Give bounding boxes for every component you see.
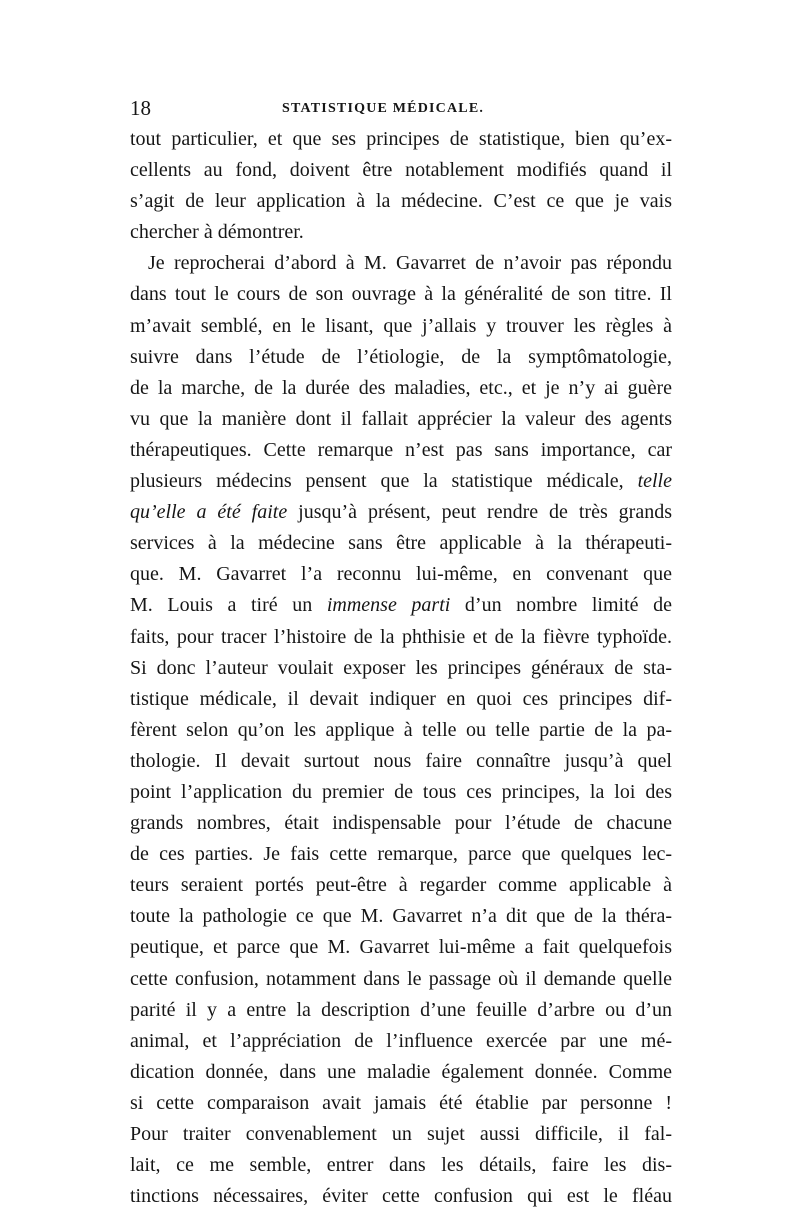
text-line-with-italic [130,590,672,621]
italic-emphasis: qu’elle a été faite [130,501,288,524]
text-line: grands nombres, était indispensable pour l’étude de chacune [130,812,672,835]
text-line: Si donc l’auteur voulait exposer les principes généraux de sta- [130,656,672,679]
text-line: services à la médecine sans être applicable à la thérapeuti- [130,532,672,555]
text-line: peutique, et parce que M. Gavarret lui-même a fait quelquefois [130,936,672,959]
running-title: STATISTIQUE MÉDICALE. [282,101,485,116]
text-line: faits, pour tracer l’histoire de la phthisie et de la fièvre typhoïde. [130,625,672,648]
text-line: tout particulier, et que ses principes de statistique, bien qu’ex- [130,128,672,150]
italic-emphasis: immense parti [326,594,451,617]
text-line: s’agit de leur application à la médecine. C’est ce que je vais [130,190,672,213]
text-line: de ces parties. Je fais cette remarque, parce que quelques lec- [130,843,672,866]
text-line: dication donnée, dans une maladie également donnée. Comme [130,1060,672,1083]
text-line: vu que la manière dont il fallait apprécier la valeur des agents [130,407,672,430]
text-line: de la marche, de la durée des maladies, etc., et je n’y ai guère [130,376,672,399]
text-span: plusieurs médecins pensent que la statistique médicale, [130,470,624,493]
page-number: 18 [130,96,151,120]
text-line: Je reprocherai d’abord à M. Gavarret de n’avoir pas répondu [148,252,672,275]
text-line: thérapeutiques. Cette remarque n’est pas sans importance, car [130,438,672,461]
text-line: que. M. Gavarret l’a reconnu lui-même, en convenant que [130,563,672,586]
text-line: fèrent selon qu’on les applique à telle ou telle partie de la pa- [130,718,672,741]
text-line: tinctions nécessaires, éviter cette confusion qui est le fléau [130,1185,672,1208]
text-span: jusqu’à présent, peut rendre de très grands [298,501,673,524]
running-head [130,96,670,120]
text-line: animal, et l’appréciation de l’influence exercée par une mé- [130,1029,672,1052]
text-line: teurs seraient portés peut-être à regarder comme applicable à [130,874,672,897]
text-line-with-italic [130,466,672,497]
text-line: toute la pathologie ce que M. Gavarret n’a dit que de la théra- [130,905,672,928]
text-line: thologie. Il devait surtout nous faire connaître jusqu’à quel [130,749,672,772]
text-line: suivre dans l’étude de l’étiologie, de la symptômatologie, [130,345,672,368]
text-line: point l’application du premier de tous ces principes, la loi des [130,780,672,803]
text-line-with-italic [130,497,672,528]
text-line: si cette comparaison avait jamais été établie par personne ! [130,1091,672,1114]
text-line: dans tout le cours de son ouvrage à la généralité de son titre. Il [130,283,672,306]
text-line: cellents au fond, doivent être notablement modifiés quand il [130,159,672,182]
text-line: m’avait semblé, en le lisant, que j’allais y trouver les règles à [130,314,672,337]
text-line: parité il y a entre la description d’une feuille d’arbre ou d’un [130,998,672,1021]
italic-emphasis: telle [637,470,672,493]
text-span: M. Louis a tiré un [130,594,313,617]
text-line: lait, ce me semble, entrer dans les détails, faire les dis- [130,1154,672,1177]
text-span: d’un nombre limité de [464,594,672,617]
text-line: cette confusion, notamment dans le passage où il demande quelle [130,967,672,990]
text-line: Pour traiter convenablement un sujet aussi difficile, il fal- [130,1123,672,1145]
text-line: tistique médicale, il devait indiquer en quoi ces principes dif- [130,687,672,710]
text-line: chercher à démontrer. [130,221,304,244]
body-text [130,124,672,1212]
